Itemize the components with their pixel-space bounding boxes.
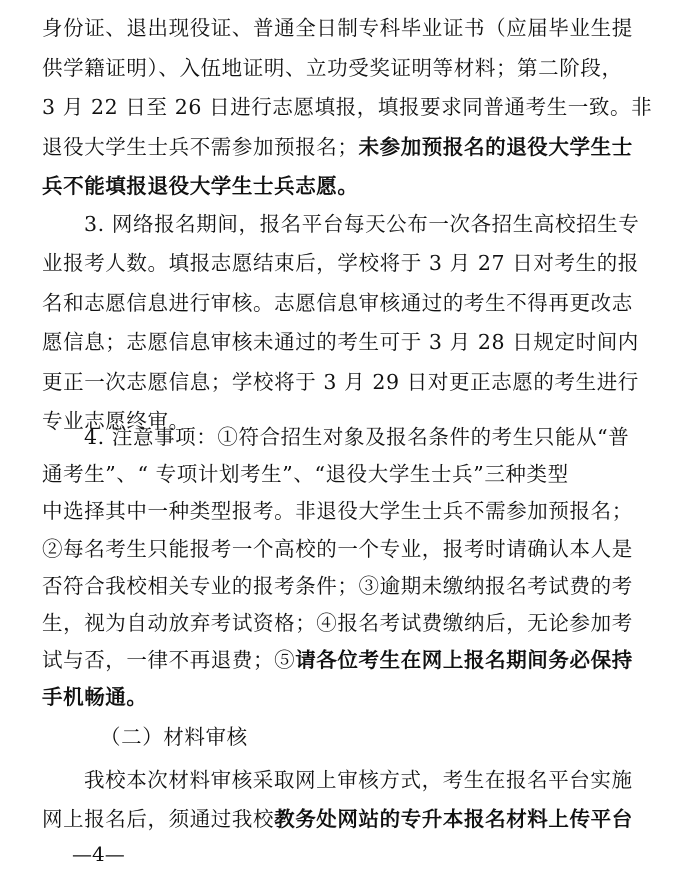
- section-heading: （二）材料审核: [100, 724, 248, 749]
- text-line-1: 身份证、退出现役证、普通全日制专科毕业证书（应届毕业生提: [42, 16, 633, 40]
- paragraph-3-start: 3. 网络报名期间，报名平台每天公布一次各招生高校招生专: [84, 211, 640, 236]
- text-line-22: 网上报名后，须通过我校教务处网站的专升本报名材料上传平台: [42, 807, 633, 831]
- text-line-9: 愿信息；志愿信息审核未通过的考生可于 3 月 28 日规定时间内: [42, 330, 639, 354]
- text-line-5: [0, 169, 679, 203]
- text-line-11: 专业志愿终审。: [42, 409, 190, 433]
- bold-text: 教务处网站的专升本报名材料上传平台: [274, 807, 633, 831]
- text-line-10: 更正一次志愿信息；学校将于 3 月 29 日对更正志愿的考生进行: [42, 369, 639, 394]
- paragraph-5-start: 我校本次材料审核采取网上审核方式，考生在报名平台实施: [84, 767, 633, 792]
- text-line-18: 试与否，一律不再退费；⑤请各位考生在网上报名期间务必保持: [42, 648, 633, 673]
- page-number: —4—: [72, 842, 125, 866]
- bold-text: 手机畅通。: [42, 685, 148, 710]
- text-line-7: 业报考人数。填报志愿结束后，学校将于 3 月 27 日对考生的报: [42, 251, 639, 275]
- text-line-3: 3 月 22 日至 26 日进行志愿填报，填报要求同普通考生一致。非: [42, 95, 653, 119]
- bold-text: 兵不能填报退役大学生士兵志愿。: [42, 174, 359, 198]
- text-line-15: ②每名考生只能报考一个高校的一个专业，报考时请确认本人是: [42, 536, 633, 561]
- text-line-13: 通考生”、“ 专项计划考生”、“退役大学生士兵”三种类型: [42, 462, 569, 487]
- text-line-2: 供学籍证明）、入伍地证明、立功受奖证明等材料；第二阶段，: [42, 55, 623, 80]
- bold-text: 请各位考生在网上报名期间务必保持: [295, 648, 633, 673]
- text-line-19: [0, 680, 679, 714]
- text-line-4: 退役大学生士兵不需参加预报名；未参加预报名的退役大学生士: [42, 134, 633, 159]
- text-line-14: 中选择其中一种类型报考。非退役大学生士兵不需参加预报名；: [42, 499, 633, 524]
- text-line-16: 否符合我校相关专业的报考条件；③逾期未缴纳报名考试费的考: [42, 573, 633, 598]
- text-line-17: 生，视为自动放弃考试资格；④报名考试费缴纳后，无论参加考: [42, 611, 633, 635]
- paragraph-4-start: 4. 注意事项：①符合招生对象及报名条件的考生只能从“普: [84, 425, 630, 449]
- text-line-8: 名和志愿信息进行审核。志愿信息审核通过的考生不得再更改志: [42, 290, 633, 315]
- bold-text: 未参加预报名的退役大学生士: [358, 134, 633, 159]
